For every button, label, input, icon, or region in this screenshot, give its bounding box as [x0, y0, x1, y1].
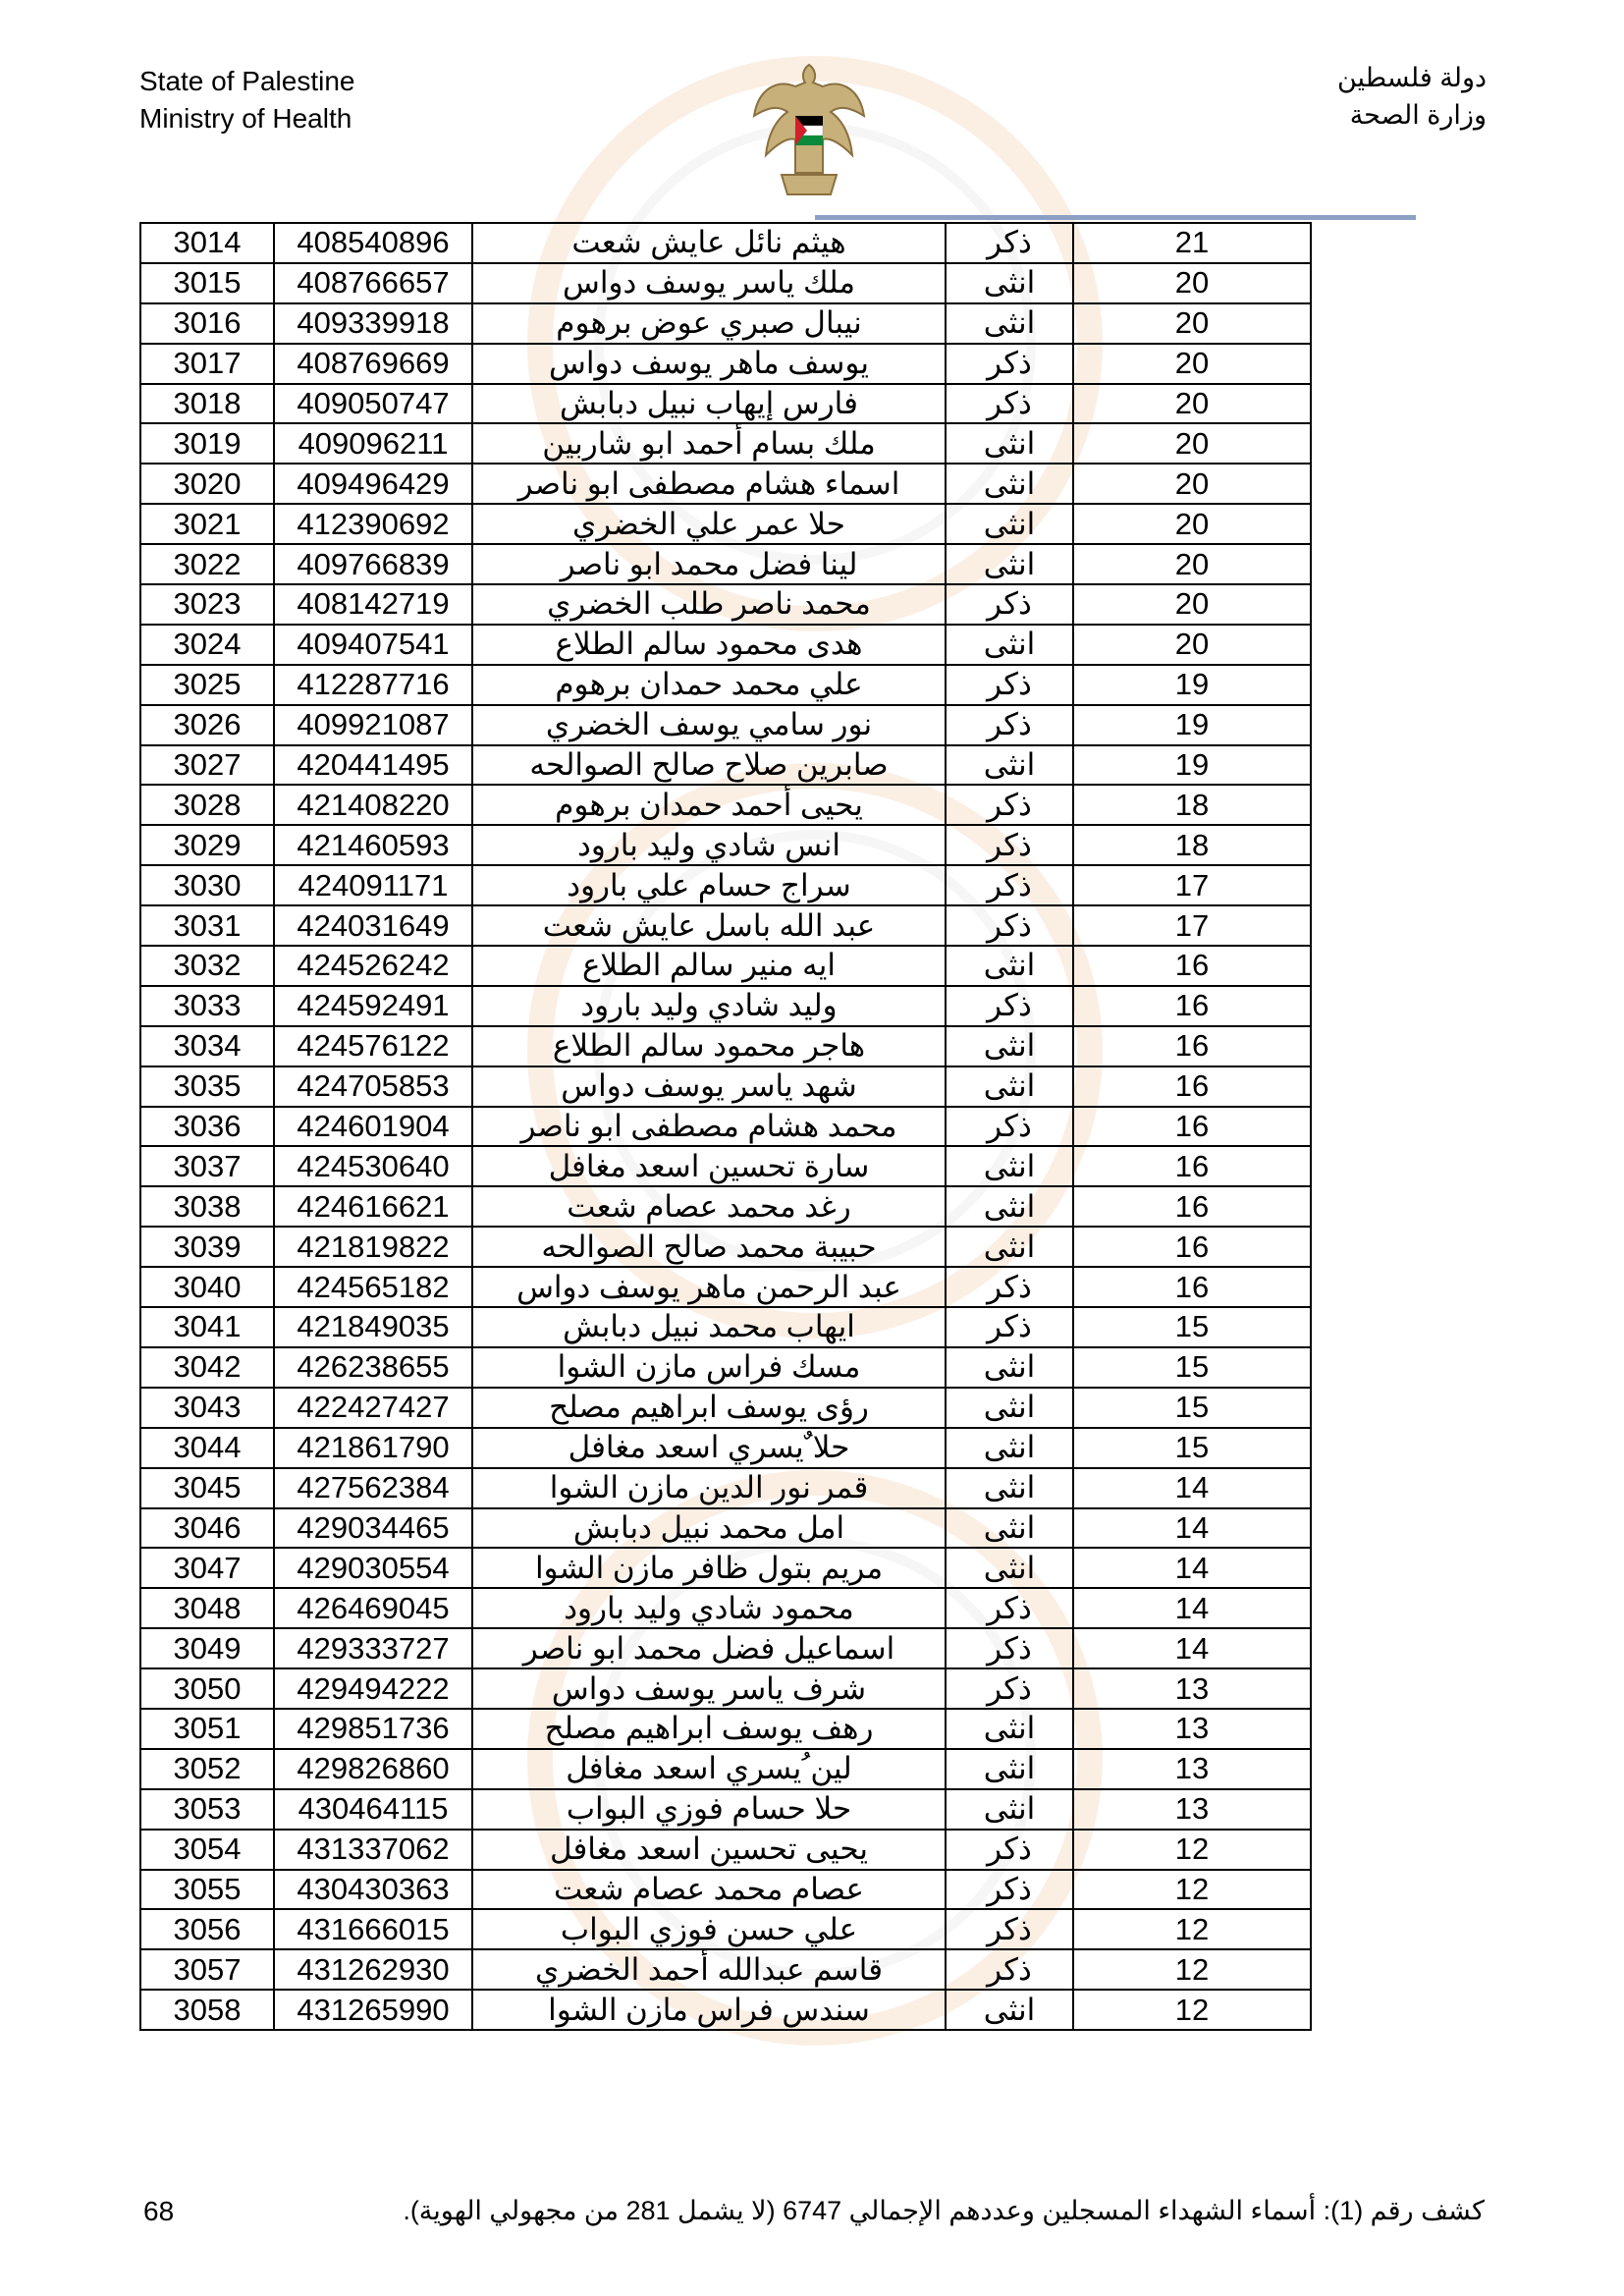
- cell-sex: انثى: [946, 504, 1073, 544]
- cell-name: مسك فراس مازن الشوا: [472, 1347, 946, 1388]
- cell-sex: ذكر: [946, 1949, 1073, 1990]
- cell-sequence: 3058: [140, 1990, 274, 2030]
- cell-sex: ذكر: [946, 1909, 1073, 1949]
- table-row: [140, 946, 1311, 986]
- cell-sequence: 3055: [140, 1870, 274, 1910]
- cell-age: 18: [1073, 825, 1311, 865]
- cell-sex: ذكر: [946, 865, 1073, 905]
- cell-sex: انثى: [946, 1749, 1073, 1789]
- cell-age: 18: [1073, 785, 1311, 825]
- cell-sex: ذكر: [946, 1668, 1073, 1709]
- header-ministry: Ministry of Health: [139, 103, 352, 134]
- cell-name: سارة تحسين اسعد مغافل: [472, 1146, 946, 1186]
- cell-sex: انثى: [946, 544, 1073, 584]
- cell-sex: انثى: [946, 1186, 1073, 1227]
- cell-sequence: 3044: [140, 1428, 274, 1468]
- cell-sequence: 3049: [140, 1628, 274, 1668]
- cell-sequence: 3029: [140, 825, 274, 865]
- cell-id-number: 424705853: [274, 1066, 472, 1107]
- cell-age: 16: [1073, 1146, 1311, 1186]
- cell-age: 14: [1073, 1588, 1311, 1628]
- cell-sequence: 3056: [140, 1909, 274, 1949]
- table-row: [140, 1508, 1311, 1549]
- cell-sex: انثى: [946, 1990, 1073, 2030]
- cell-name: محمود شادي وليد بارود: [472, 1588, 946, 1628]
- cell-sequence: 3021: [140, 504, 274, 544]
- table-row: [140, 1749, 1311, 1789]
- cell-id-number: 429333727: [274, 1628, 472, 1668]
- cell-age: 20: [1073, 303, 1311, 344]
- cell-age: 13: [1073, 1709, 1311, 1749]
- cell-id-number: 422427427: [274, 1388, 472, 1428]
- header-arabic: [1337, 59, 1487, 134]
- cell-age: 12: [1073, 1990, 1311, 2030]
- cell-name: حلا عمر علي الخضري: [472, 504, 946, 544]
- cell-age: 20: [1073, 625, 1311, 665]
- cell-sex: انثى: [946, 946, 1073, 986]
- cell-id-number: 430464115: [274, 1789, 472, 1830]
- cell-sex: انثى: [946, 745, 1073, 786]
- palestine-eagle-emblem-icon: [746, 57, 872, 204]
- cell-sequence: 3034: [140, 1026, 274, 1066]
- cell-age: 16: [1073, 1107, 1311, 1147]
- cell-name: مريم بتول ظافر مازن الشوا: [472, 1548, 946, 1588]
- cell-id-number: 421861790: [274, 1428, 472, 1468]
- cell-id-number: 429494222: [274, 1668, 472, 1709]
- table-row: [140, 825, 1311, 865]
- table-row: [140, 1949, 1311, 1990]
- table-row: [140, 1146, 1311, 1186]
- table-row: [140, 344, 1311, 384]
- cell-sequence: 3016: [140, 303, 274, 344]
- cell-sex: انثى: [946, 1508, 1073, 1549]
- cell-sequence: 3014: [140, 223, 274, 263]
- cell-age: 20: [1073, 263, 1311, 303]
- cell-sex: ذكر: [946, 825, 1073, 865]
- cell-name: شهد ياسر يوسف دواس: [472, 1066, 946, 1107]
- table-body: [140, 223, 1311, 2030]
- cell-age: 16: [1073, 1186, 1311, 1227]
- cell-age: 16: [1073, 1267, 1311, 1307]
- table-row: [140, 1668, 1311, 1709]
- cell-sequence: 3051: [140, 1709, 274, 1749]
- table-row: [140, 1388, 1311, 1428]
- cell-sequence: 3046: [140, 1508, 274, 1549]
- cell-sex: ذكر: [946, 1870, 1073, 1910]
- cell-id-number: 431262930: [274, 1949, 472, 1990]
- table-row: [140, 785, 1311, 825]
- cell-sex: انثى: [946, 1468, 1073, 1508]
- cell-name: يحيى تحسين اسعد مغافل: [472, 1830, 946, 1870]
- cell-sequence: 3050: [140, 1668, 274, 1709]
- cell-name: صابرين صلاح صالح الصوالحه: [472, 745, 946, 786]
- cell-sequence: 3048: [140, 1588, 274, 1628]
- table-row: [140, 303, 1311, 344]
- table-row: [140, 1990, 1311, 2030]
- cell-id-number: 429851736: [274, 1709, 472, 1749]
- cell-sex: ذكر: [946, 1628, 1073, 1668]
- cell-id-number: 424091171: [274, 865, 472, 905]
- cell-sequence: 3025: [140, 665, 274, 705]
- cell-name: حبيبة محمد صالح الصوالحه: [472, 1227, 946, 1267]
- table-row: [140, 1186, 1311, 1227]
- table-row: [140, 223, 1311, 263]
- cell-sex: انثى: [946, 263, 1073, 303]
- cell-id-number: 412287716: [274, 665, 472, 705]
- cell-id-number: 421819822: [274, 1227, 472, 1267]
- table-row: [140, 665, 1311, 705]
- cell-name: ملك بسام أحمد ابو شاربين: [472, 423, 946, 464]
- table-row: [140, 1468, 1311, 1508]
- cell-name: شرف ياسر يوسف دواس: [472, 1668, 946, 1709]
- cell-age: 13: [1073, 1668, 1311, 1709]
- cell-name: قمر نور الدين مازن الشوا: [472, 1468, 946, 1508]
- cell-name: انس شادي وليد بارود: [472, 825, 946, 865]
- table-row: [140, 625, 1311, 665]
- cell-age: 14: [1073, 1548, 1311, 1588]
- cell-id-number: 409496429: [274, 464, 472, 504]
- cell-sex: انثى: [946, 1026, 1073, 1066]
- cell-id-number: 426238655: [274, 1347, 472, 1388]
- cell-name: سراج حسام علي بارود: [472, 865, 946, 905]
- cell-id-number: 429030554: [274, 1548, 472, 1588]
- cell-age: 20: [1073, 504, 1311, 544]
- cell-id-number: 408769669: [274, 344, 472, 384]
- cell-sex: ذكر: [946, 1588, 1073, 1628]
- cell-id-number: 429034465: [274, 1508, 472, 1549]
- cell-id-number: 409766839: [274, 544, 472, 584]
- cell-name: لين ُيسري اسعد مغافل: [472, 1749, 946, 1789]
- cell-sex: انثى: [946, 1066, 1073, 1107]
- cell-sex: ذكر: [946, 665, 1073, 705]
- cell-age: 20: [1073, 423, 1311, 464]
- table-row: [140, 745, 1311, 786]
- cell-sequence: 3019: [140, 423, 274, 464]
- cell-id-number: 421849035: [274, 1307, 472, 1347]
- cell-age: 12: [1073, 1949, 1311, 1990]
- cell-sex: انثى: [946, 303, 1073, 344]
- cell-age: 19: [1073, 705, 1311, 745]
- cell-sequence: 3020: [140, 464, 274, 504]
- cell-name: نور سامي يوسف الخضري: [472, 705, 946, 745]
- header-english: [139, 63, 354, 137]
- cell-sex: انثى: [946, 1146, 1073, 1186]
- table-row: [140, 1026, 1311, 1066]
- cell-id-number: 426469045: [274, 1588, 472, 1628]
- table-row: [140, 1588, 1311, 1628]
- table-row: [140, 1107, 1311, 1147]
- cell-name: قاسم عبدالله أحمد الخضري: [472, 1949, 946, 1990]
- cell-age: 16: [1073, 1227, 1311, 1267]
- cell-age: 13: [1073, 1789, 1311, 1830]
- cell-age: 20: [1073, 584, 1311, 625]
- table-row: [140, 1870, 1311, 1910]
- table-row: [140, 865, 1311, 905]
- cell-name: علي حسن فوزي البواب: [472, 1909, 946, 1949]
- cell-id-number: 408766657: [274, 263, 472, 303]
- table-row: [140, 423, 1311, 464]
- cell-id-number: 431666015: [274, 1909, 472, 1949]
- table-row: [140, 1709, 1311, 1749]
- cell-sex: انثى: [946, 1388, 1073, 1428]
- cell-sex: ذكر: [946, 344, 1073, 384]
- cell-sex: انثى: [946, 1709, 1073, 1749]
- cell-sequence: 3053: [140, 1789, 274, 1830]
- cell-name: لينا فضل محمد ابو ناصر: [472, 544, 946, 584]
- cell-sequence: 3040: [140, 1267, 274, 1307]
- cell-sequence: 3038: [140, 1186, 274, 1227]
- cell-age: 16: [1073, 1066, 1311, 1107]
- cell-name: ايه منير سالم الطلاع: [472, 946, 946, 986]
- cell-sequence: 3052: [140, 1749, 274, 1789]
- cell-sequence: 3026: [140, 705, 274, 745]
- cell-sequence: 3042: [140, 1347, 274, 1388]
- cell-age: 12: [1073, 1909, 1311, 1949]
- cell-sex: انثى: [946, 464, 1073, 504]
- table-row: [140, 1909, 1311, 1949]
- cell-age: 21: [1073, 223, 1311, 263]
- martyrs-table: [139, 222, 1312, 2031]
- cell-id-number: 429826860: [274, 1749, 472, 1789]
- cell-id-number: 409339918: [274, 303, 472, 344]
- cell-id-number: 424576122: [274, 1026, 472, 1066]
- cell-id-number: 409096211: [274, 423, 472, 464]
- cell-sequence: 3027: [140, 745, 274, 786]
- cell-sequence: 3018: [140, 384, 274, 424]
- cell-sex: ذكر: [946, 705, 1073, 745]
- cell-age: 20: [1073, 544, 1311, 584]
- cell-id-number: 424616621: [274, 1186, 472, 1227]
- table-row: [140, 986, 1311, 1026]
- cell-id-number: 424565182: [274, 1267, 472, 1307]
- cell-age: 12: [1073, 1830, 1311, 1870]
- cell-id-number: 424601904: [274, 1107, 472, 1147]
- cell-sex: ذكر: [946, 986, 1073, 1026]
- cell-sequence: 3017: [140, 344, 274, 384]
- table-row: [140, 464, 1311, 504]
- cell-name: سندس فراس مازن الشوا: [472, 1990, 946, 2030]
- cell-name: عصام محمد عصام شعت: [472, 1870, 946, 1910]
- cell-name: محمد ناصر طلب الخضري: [472, 584, 946, 625]
- cell-id-number: 409050747: [274, 384, 472, 424]
- cell-id-number: 421408220: [274, 785, 472, 825]
- cell-name: حلا حسام فوزي البواب: [472, 1789, 946, 1830]
- cell-sex: انثى: [946, 625, 1073, 665]
- cell-sequence: 3035: [140, 1066, 274, 1107]
- cell-name: هاجر محمود سالم الطلاع: [472, 1026, 946, 1066]
- cell-sequence: 3023: [140, 584, 274, 625]
- header-country-ar: دولة فلسطين: [1336, 63, 1487, 92]
- cell-age: 14: [1073, 1508, 1311, 1549]
- cell-name: يوسف ماهر يوسف دواس: [472, 344, 946, 384]
- cell-sex: ذكر: [946, 384, 1073, 424]
- cell-sequence: 3028: [140, 785, 274, 825]
- table-row: [140, 263, 1311, 303]
- cell-name: امل محمد نبيل دبابش: [472, 1508, 946, 1549]
- cell-name: رغد محمد عصام شعت: [472, 1186, 946, 1227]
- cell-age: 20: [1073, 464, 1311, 504]
- cell-sex: ذكر: [946, 584, 1073, 625]
- cell-name: نيبال صبري عوض برهوم: [472, 303, 946, 344]
- cell-age: 15: [1073, 1428, 1311, 1468]
- cell-age: 17: [1073, 905, 1311, 946]
- cell-id-number: 412390692: [274, 504, 472, 544]
- cell-sequence: 3037: [140, 1146, 274, 1186]
- cell-sex: ذكر: [946, 905, 1073, 946]
- cell-sex: ذكر: [946, 1830, 1073, 1870]
- cell-sequence: 3039: [140, 1227, 274, 1267]
- cell-name: ايهاب محمد نبيل دبابش: [472, 1307, 946, 1347]
- cell-age: 20: [1073, 344, 1311, 384]
- cell-name: علي محمد حمدان برهوم: [472, 665, 946, 705]
- table-row: [140, 504, 1311, 544]
- cell-name: محمد هشام مصطفى ابو ناصر: [472, 1107, 946, 1147]
- cell-age: 20: [1073, 384, 1311, 424]
- cell-name: اسماء هشام مصطفى ابو ناصر: [472, 464, 946, 504]
- cell-sequence: 3045: [140, 1468, 274, 1508]
- cell-id-number: 424031649: [274, 905, 472, 946]
- cell-sequence: 3041: [140, 1307, 274, 1347]
- cell-id-number: 408142719: [274, 584, 472, 625]
- table-row: [140, 1830, 1311, 1870]
- cell-age: 17: [1073, 865, 1311, 905]
- cell-sex: ذكر: [946, 785, 1073, 825]
- cell-name: رهف يوسف ابراهيم مصلح: [472, 1709, 946, 1749]
- table-row: [140, 384, 1311, 424]
- cell-sex: انثى: [946, 423, 1073, 464]
- cell-sex: ذكر: [946, 1107, 1073, 1147]
- cell-name: عبد الرحمن ماهر يوسف دواس: [472, 1267, 946, 1307]
- table-row: [140, 544, 1311, 584]
- table-row: [140, 1347, 1311, 1388]
- cell-age: 12: [1073, 1870, 1311, 1910]
- cell-name: رؤى يوسف ابراهيم مصلح: [472, 1388, 946, 1428]
- table-row: [140, 1227, 1311, 1267]
- cell-name: عبد الله باسل عايش شعت: [472, 905, 946, 946]
- cell-name: اسماعيل فضل محمد ابو ناصر: [472, 1628, 946, 1668]
- cell-age: 14: [1073, 1628, 1311, 1668]
- cell-sex: ذكر: [946, 1307, 1073, 1347]
- table-row: [140, 1066, 1311, 1107]
- cell-sex: انثى: [946, 1347, 1073, 1388]
- table-row: [140, 1428, 1311, 1468]
- cell-age: 15: [1073, 1307, 1311, 1347]
- cell-sequence: 3022: [140, 544, 274, 584]
- cell-age: 19: [1073, 665, 1311, 705]
- cell-id-number: 409407541: [274, 625, 472, 665]
- cell-age: 13: [1073, 1749, 1311, 1789]
- table-caption: كشف رقم (1): أسماء الشهداء المسجلين وعددهم الإجمالي 6747 (لا يشمل 281 من مجهولي الهوية).: [403, 2196, 1485, 2225]
- cell-name: هيثم نائل عايش شعت: [472, 223, 946, 263]
- cell-id-number: 408540896: [274, 223, 472, 263]
- cell-sequence: 3054: [140, 1830, 274, 1870]
- cell-age: 19: [1073, 745, 1311, 786]
- cell-id-number: 431265990: [274, 1990, 472, 2030]
- cell-sex: انثى: [946, 1227, 1073, 1267]
- cell-id-number: 424530640: [274, 1146, 472, 1186]
- cell-sequence: 3057: [140, 1949, 274, 1990]
- cell-sequence: 3030: [140, 865, 274, 905]
- header-divider: [815, 215, 1416, 220]
- cell-sex: انثى: [946, 1548, 1073, 1588]
- cell-name: حلا ٌيسري اسعد مغافل: [472, 1428, 946, 1468]
- cell-id-number: 431337062: [274, 1830, 472, 1870]
- cell-id-number: 424592491: [274, 986, 472, 1026]
- cell-name: يحيى أحمد حمدان برهوم: [472, 785, 946, 825]
- cell-age: 15: [1073, 1347, 1311, 1388]
- cell-age: 16: [1073, 986, 1311, 1026]
- cell-name: وليد شادي وليد بارود: [472, 986, 946, 1026]
- cell-age: 14: [1073, 1468, 1311, 1508]
- cell-name: ملك ياسر يوسف دواس: [472, 263, 946, 303]
- cell-age: 16: [1073, 946, 1311, 986]
- cell-id-number: 424526242: [274, 946, 472, 986]
- table-row: [140, 905, 1311, 946]
- cell-sequence: 3024: [140, 625, 274, 665]
- table-row: [140, 1628, 1311, 1668]
- cell-sex: انثى: [946, 1789, 1073, 1830]
- cell-name: فارس إيهاب نبيل دبابش: [472, 384, 946, 424]
- table-row: [140, 1267, 1311, 1307]
- cell-sequence: 3047: [140, 1548, 274, 1588]
- cell-sequence: 3031: [140, 905, 274, 946]
- cell-id-number: 430430363: [274, 1870, 472, 1910]
- cell-age: 16: [1073, 1026, 1311, 1066]
- cell-sequence: 3033: [140, 986, 274, 1026]
- cell-sex: انثى: [946, 1428, 1073, 1468]
- cell-id-number: 409921087: [274, 705, 472, 745]
- table-row: [140, 1548, 1311, 1588]
- header-country: State of Palestine: [139, 66, 355, 96]
- table-row: [140, 705, 1311, 745]
- cell-id-number: 421460593: [274, 825, 472, 865]
- header-ministry-ar: وزارة الصحة: [1349, 100, 1487, 130]
- cell-sex: ذكر: [946, 223, 1073, 263]
- cell-sequence: 3036: [140, 1107, 274, 1147]
- cell-id-number: 420441495: [274, 745, 472, 786]
- cell-sequence: 3015: [140, 263, 274, 303]
- cell-sequence: 3032: [140, 946, 274, 986]
- page-number: 68: [143, 2196, 175, 2226]
- table-row: [140, 584, 1311, 625]
- cell-sex: ذكر: [946, 1267, 1073, 1307]
- table-row: [140, 1789, 1311, 1830]
- cell-age: 15: [1073, 1388, 1311, 1428]
- table-row: [140, 1307, 1311, 1347]
- cell-sequence: 3043: [140, 1388, 274, 1428]
- cell-name: هدى محمود سالم الطلاع: [472, 625, 946, 665]
- cell-id-number: 427562384: [274, 1468, 472, 1508]
